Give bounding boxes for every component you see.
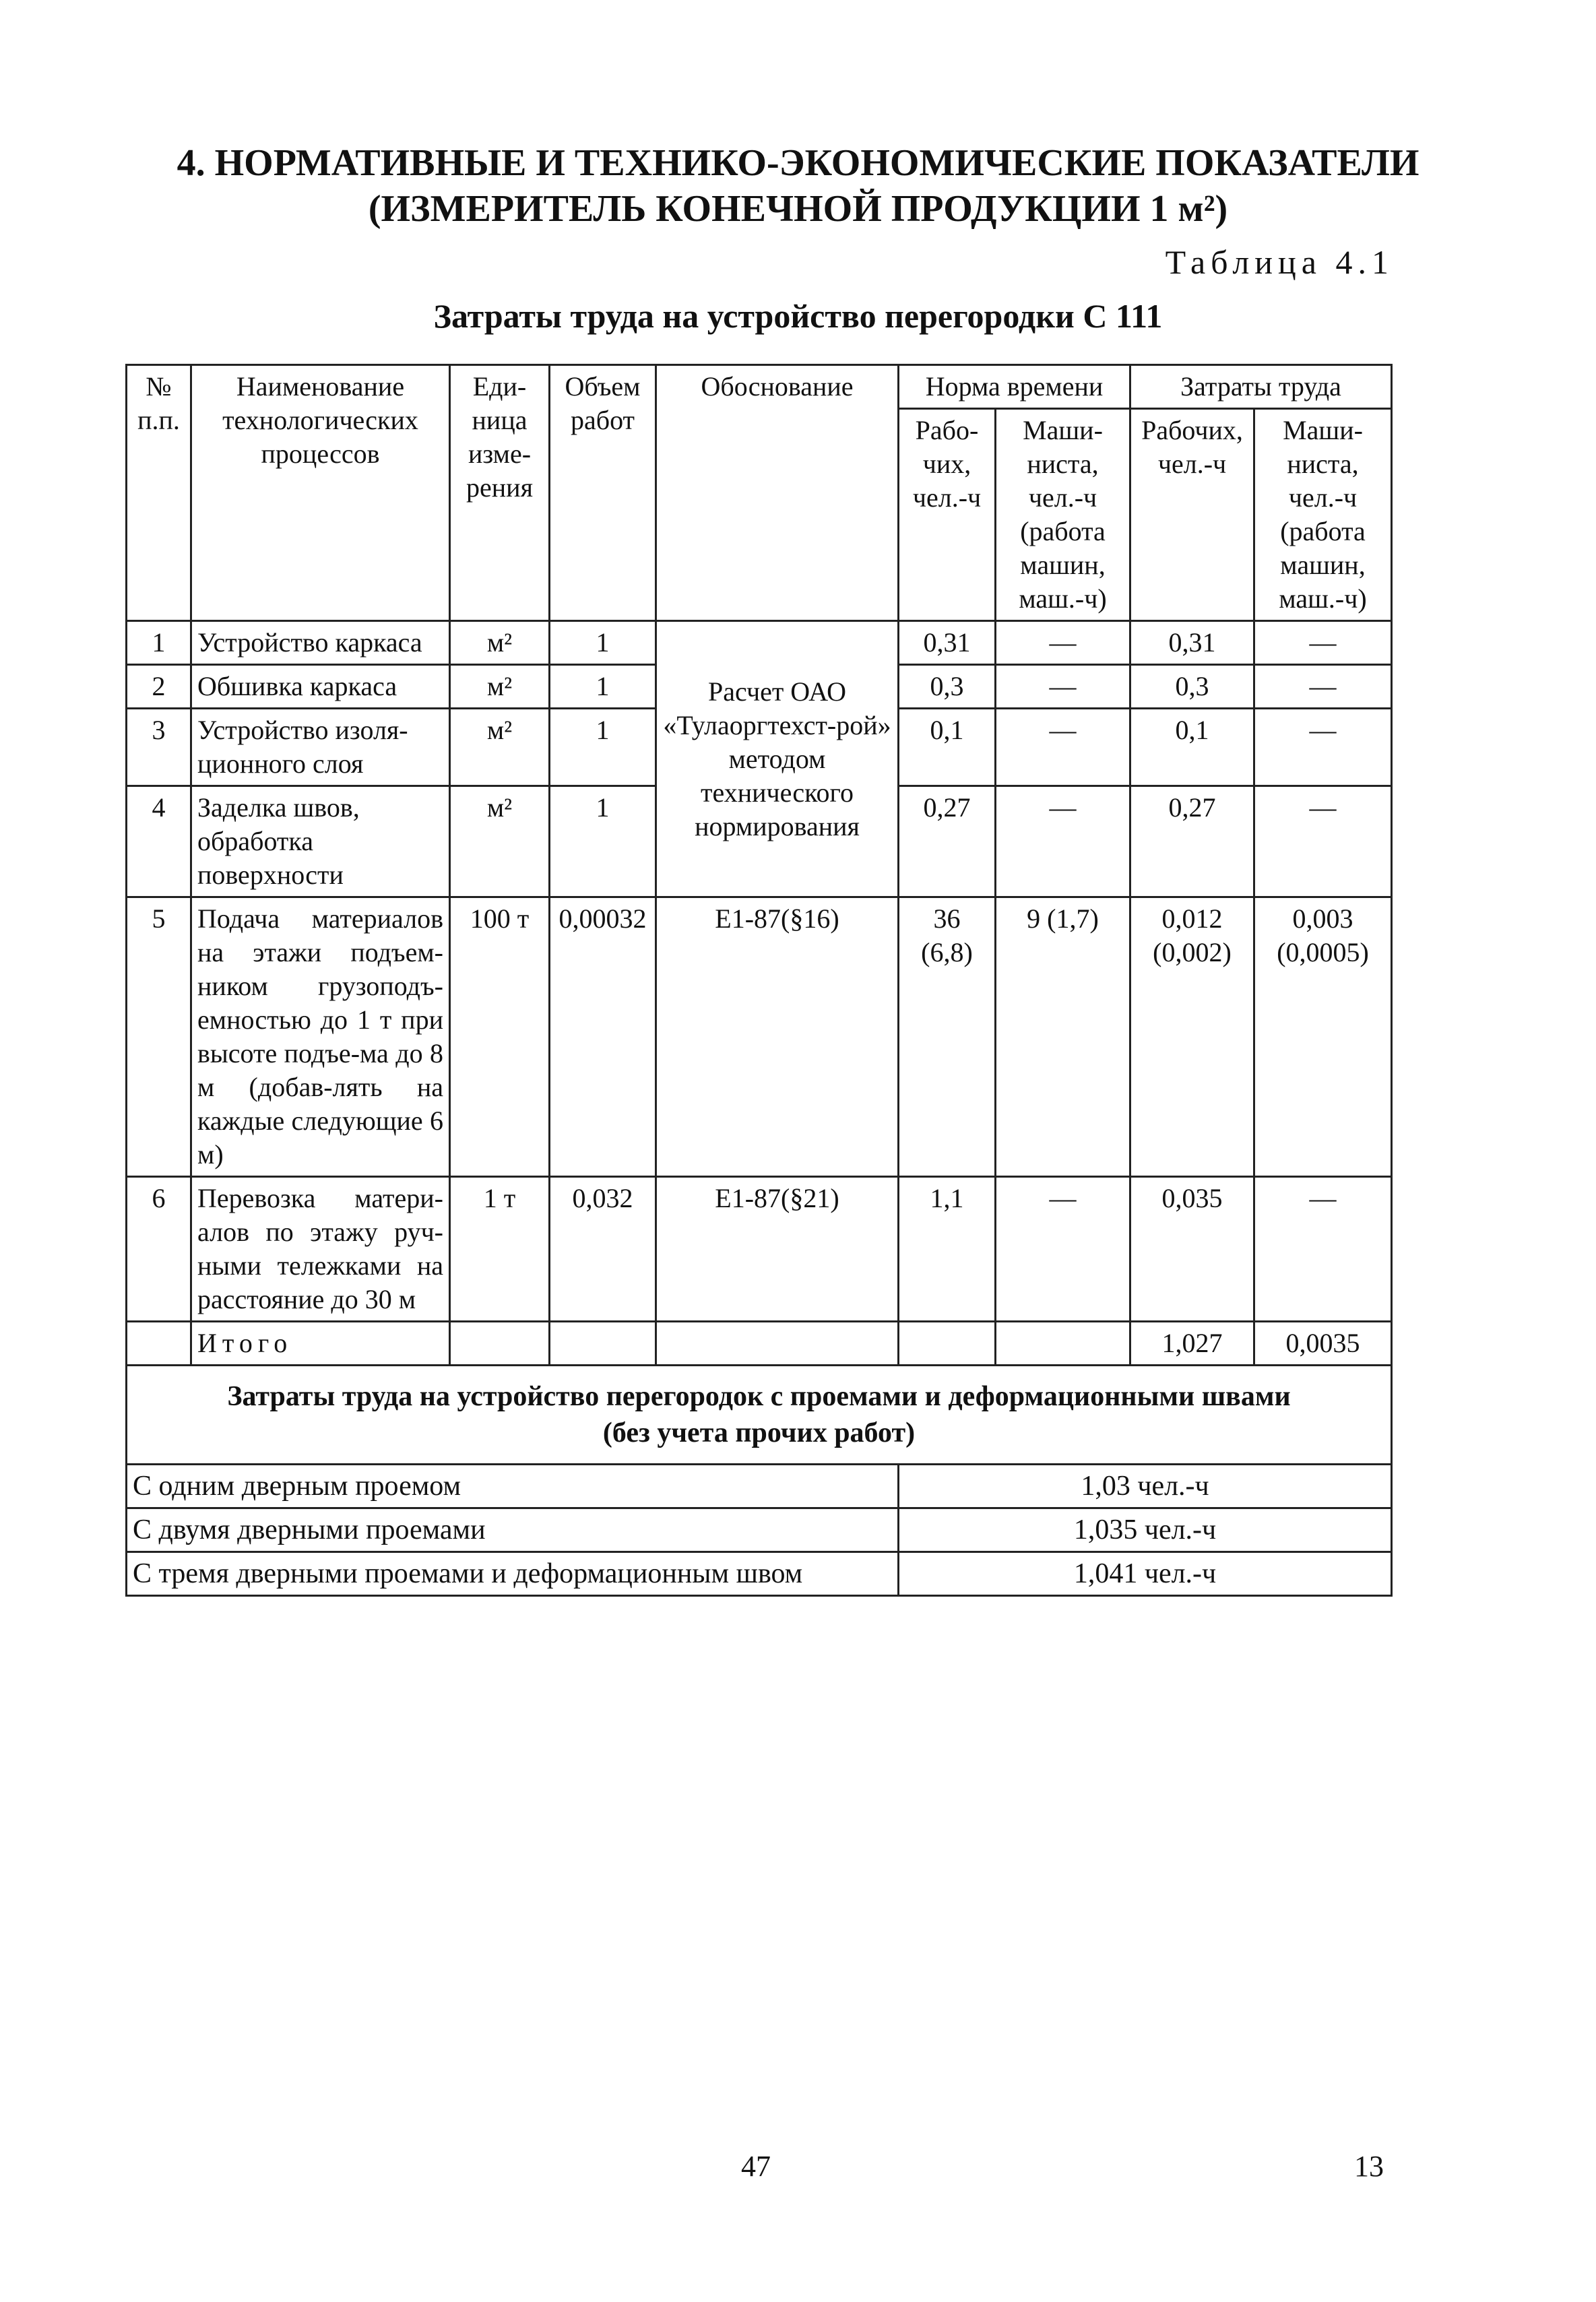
table-row	[127, 621, 1392, 665]
row-labor-workers: 0,3	[1130, 665, 1254, 709]
row-unit: м²	[450, 709, 550, 786]
total-row	[127, 1322, 1392, 1366]
row-num: 1	[127, 621, 191, 665]
row-unit: 1 т	[450, 1177, 550, 1322]
header-norm-workers: Рабо-чих, чел.-ч	[899, 409, 996, 621]
labor-cost-table	[125, 364, 1393, 1597]
subtable-value: 1,03 чел.-ч	[899, 1465, 1392, 1508]
subtable-title-line-2: (без учета прочих работ)	[602, 1417, 916, 1448]
row-volume: 1	[550, 786, 656, 897]
row-num: 2	[127, 665, 191, 709]
row-norm-workers: 0,1	[899, 709, 996, 786]
row-norm-machinists: —	[996, 665, 1130, 709]
row-norm-workers: 36 (6,8)	[899, 897, 996, 1177]
row-labor-workers: 0,012 (0,002)	[1130, 897, 1254, 1177]
row-unit: м²	[450, 786, 550, 897]
row-norm-workers: 1,1	[899, 1177, 996, 1322]
row-labor-workers: 0,035	[1130, 1177, 1254, 1322]
header-labor-workers: Рабочих, чел.-ч	[1130, 409, 1254, 621]
table-row	[127, 1177, 1392, 1322]
header-labor: Затраты труда	[1130, 365, 1392, 409]
row-labor-machinists: —	[1254, 1177, 1392, 1322]
row-labor-workers: 0,1	[1130, 709, 1254, 786]
subtable-title-row	[127, 1366, 1392, 1465]
row-norm-machinists: 9 (1,7)	[996, 897, 1130, 1177]
row-basis: Е1-87(§21)	[656, 1177, 899, 1322]
row-labor-machinists: —	[1254, 709, 1392, 786]
row-volume: 1	[550, 709, 656, 786]
subtable-row	[127, 1552, 1392, 1596]
subtable-label: С двумя дверными проемами	[127, 1508, 899, 1552]
total-labor-workers: 1,027	[1130, 1322, 1254, 1366]
row-name: Устройство каркаса	[191, 621, 450, 665]
row-labor-workers: 0,31	[1130, 621, 1254, 665]
subtable-row	[127, 1508, 1392, 1552]
row-name: Обшивка каркаса	[191, 665, 450, 709]
subtable-title-line-1: Затраты труда на устройство перегородок с проемами и деформационными швами	[227, 1381, 1291, 1412]
shared-basis-cell: Расчет ОАО «Тулаоргтехст-рой» методом технического нормирования	[656, 621, 899, 897]
total-label: Итого	[191, 1322, 450, 1366]
header-unit: Еди-ница изме-рения	[450, 365, 550, 621]
row-labor-workers: 0,27	[1130, 786, 1254, 897]
header-num: № п.п.	[127, 365, 191, 621]
table-number: Таблица 4.1	[1165, 243, 1394, 281]
row-num: 4	[127, 786, 191, 897]
row-norm-workers: 0,27	[899, 786, 996, 897]
row-name: Перевозка матери-алов по этажу руч-ными тележками на расстояние до 30 м	[191, 1177, 450, 1322]
row-volume: 1	[550, 665, 656, 709]
row-name: Заделка швов, обработка поверхности	[191, 786, 450, 897]
subtable-title	[127, 1366, 1392, 1465]
row-labor-machinists: 0,003 (0,0005)	[1254, 897, 1392, 1177]
row-num: 5	[127, 897, 191, 1177]
row-labor-machinists: —	[1254, 786, 1392, 897]
row-unit: 100 т	[450, 897, 550, 1177]
row-labor-machinists: —	[1254, 621, 1392, 665]
subtable-value: 1,041 чел.-ч	[899, 1552, 1392, 1596]
row-num: 6	[127, 1177, 191, 1322]
row-norm-workers: 0,31	[899, 621, 996, 665]
header-row-1	[127, 365, 1392, 409]
page-number-center: 47	[741, 2150, 771, 2183]
row-norm-machinists: —	[996, 621, 1130, 665]
row-labor-machinists: —	[1254, 665, 1392, 709]
row-norm-machinists: —	[996, 1177, 1130, 1322]
header-norm-machinists: Маши-ниста, чел.-ч (работа машин, маш.-ч)	[996, 409, 1130, 621]
row-name: Устройство изоля-ционного слоя	[191, 709, 450, 786]
header-basis: Обоснование	[656, 365, 899, 621]
table-row	[127, 897, 1392, 1177]
subtable-label: С одним дверным проемом	[127, 1465, 899, 1508]
row-basis: Е1-87(§16)	[656, 897, 899, 1177]
row-norm-workers: 0,3	[899, 665, 996, 709]
table-caption: Затраты труда на устройство перегородки С 111	[433, 297, 1163, 335]
header-volume: Объем работ	[550, 365, 656, 621]
header-name: Наименование технологических процессов	[191, 365, 450, 621]
row-unit: м²	[450, 665, 550, 709]
subtable-row	[127, 1465, 1392, 1508]
row-norm-machinists: —	[996, 709, 1130, 786]
subtable-value: 1,035 чел.-ч	[899, 1508, 1392, 1552]
row-num: 3	[127, 709, 191, 786]
heading-line-1: 4. НОРМАТИВНЫЕ И ТЕХНИКО-ЭКОНОМИЧЕСКИЕ ПОКАЗАТЕЛИ	[177, 142, 1419, 184]
row-norm-machinists: —	[996, 786, 1130, 897]
page-number-right: 13	[1354, 2150, 1384, 2183]
total-labor-machinists: 0,0035	[1254, 1322, 1392, 1366]
section-heading	[0, 140, 1596, 232]
header-norm-time: Норма времени	[899, 365, 1130, 409]
row-volume: 0,032	[550, 1177, 656, 1322]
subtable-label: С тремя дверными проемами и деформационным швом	[127, 1552, 899, 1596]
row-volume: 0,00032	[550, 897, 656, 1177]
row-volume: 1	[550, 621, 656, 665]
heading-line-2: (ИЗМЕРИТЕЛЬ КОНЕЧНОЙ ПРОДУКЦИИ 1 м²)	[368, 188, 1228, 230]
row-name: Подача материалов на этажи подъем-ником грузоподъ-емностью до 1 т при высоте подъе-ма до 8 м (добав-лять на каждые следующие 6 м)	[191, 897, 450, 1177]
row-unit: м²	[450, 621, 550, 665]
header-labor-machinists: Маши-ниста, чел.-ч (работа машин, маш.-ч)	[1254, 409, 1392, 621]
